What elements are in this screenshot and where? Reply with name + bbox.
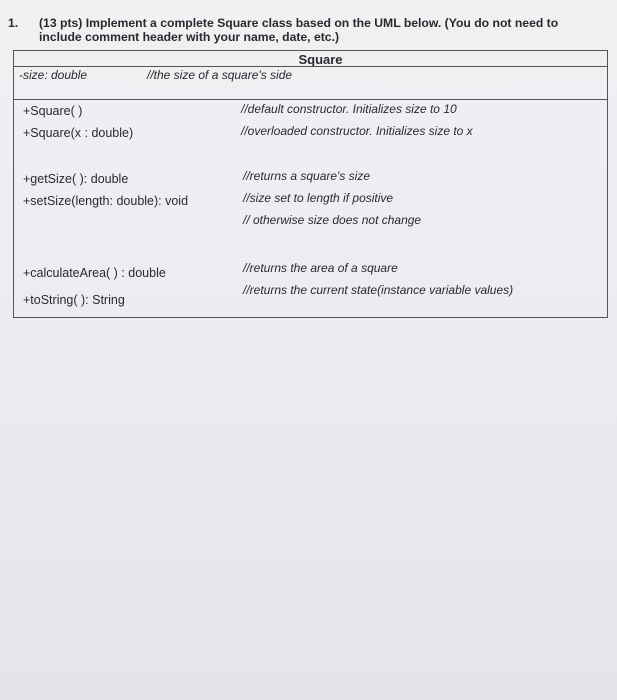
- question-text-line-1: (13 pts) Implement a complete Square class based on the UML below. (You do not need to: [39, 16, 559, 30]
- uml-attribute-comment: //the size of a square's side: [147, 68, 293, 82]
- uml-constructor-default: +Square( ): [23, 104, 83, 118]
- uml-method-calculatearea: +calculateArea( ) : double: [23, 266, 166, 280]
- uml-class-name: Square: [298, 52, 343, 67]
- uml-method-setsize-comment-2: // otherwise size does not change: [243, 213, 422, 227]
- uml-method-tostring-comment: //returns the current state(instance variable values): [243, 283, 514, 297]
- uml-method-calculatearea-comment: //returns the area of a square: [243, 261, 398, 275]
- uml-constructor-overloaded-comment: //overloaded constructor. Initializes size to x: [241, 124, 473, 138]
- uml-method-setsize: +setSize(length: double): void: [23, 194, 189, 208]
- uml-method-getsize-comment: //returns a square's size: [243, 169, 371, 183]
- uml-attribute: -size: double: [19, 68, 88, 82]
- uml-constructor-overloaded: +Square(x : double): [23, 126, 134, 140]
- question-text-line-2: include comment header with your name, date, etc.): [39, 30, 340, 44]
- uml-method-getsize: +getSize( ): double: [23, 172, 129, 186]
- uml-method-tostring: +toString( ): String: [23, 293, 125, 307]
- uml-divider-name: [14, 66, 607, 67]
- uml-class-diagram: [13, 50, 608, 318]
- question-number: 1.: [8, 16, 19, 30]
- uml-divider-attributes: [14, 99, 607, 100]
- uml-method-setsize-comment: //size set to length if positive: [243, 191, 394, 205]
- uml-constructor-default-comment: //default constructor. Initializes size to 10: [241, 102, 457, 116]
